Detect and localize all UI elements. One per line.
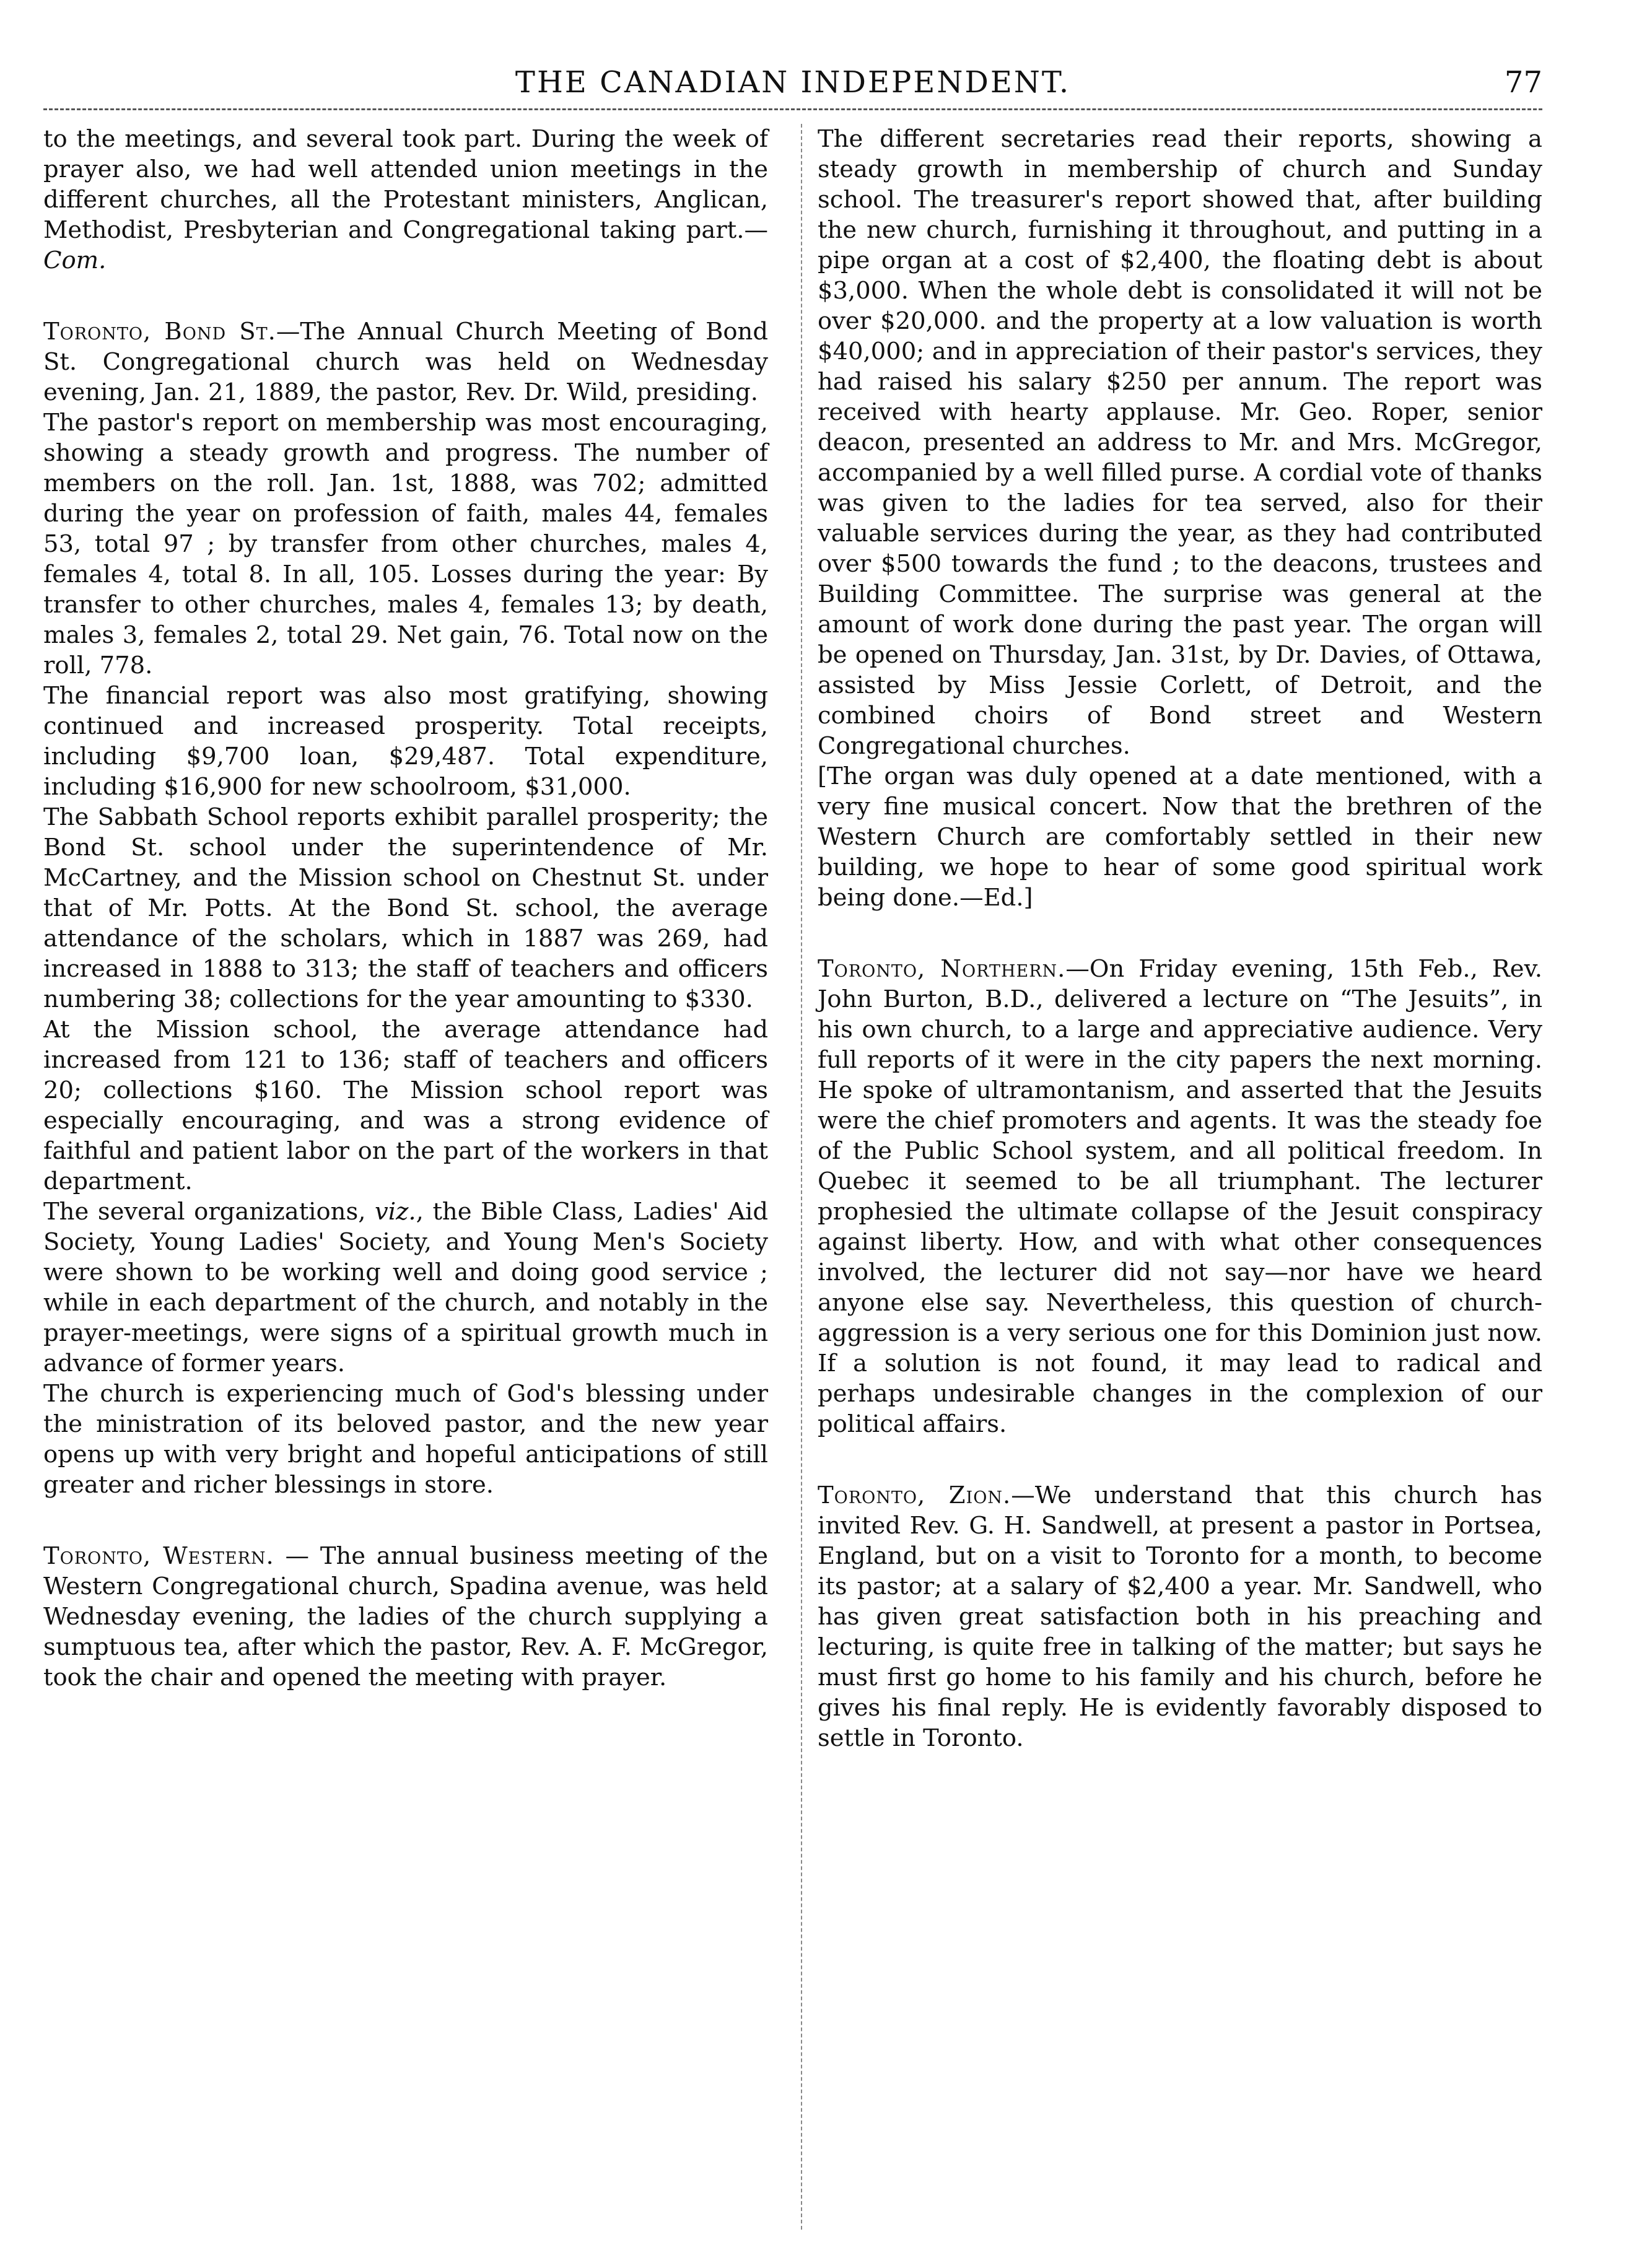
right-column <box>818 124 1542 1753</box>
article-northern <box>818 954 1542 1439</box>
article-text: —We understand that this church has invited Rev. G. H. Sandwell, at present a pastor in Portsea, England, but on a visit to Toronto for a month, to become its pastor; at a salary of $2,400 a year. Mr. Sandwell, who has given great satisfaction both in his preaching and lecturing, is quite free in talking of the matter; but says he must first go home to his family and his church, before he gives his final reply. He is evidently favorably disposed to settle in Toronto. <box>818 1481 1542 1752</box>
article-paragraph: The financial report was also most gratifying, showing continued and increased prosperity. Total receipts, including $9,700 loan, $29,487. Total expenditure, including $16,900 for new schoolroom, $31,000. <box>43 682 768 801</box>
article-heading: Toronto, Bond St. <box>43 318 276 346</box>
page-number: 77 <box>1504 65 1542 100</box>
article-paragraph: The Sabbath School reports exhibit parallel prosperity; the Bond St. school under the superintendence of Mr. McCartney, and the Mission school on Chestnut St. under that of Mr. Potts. At the Bond St. school, the average attendance of the scholars, which in 1887 was 269, had increased in 1888 to 313; the staff of teachers and officers numbering 38; collections for the year amounting to $330. <box>43 803 768 1013</box>
article-zion <box>818 1480 1542 1753</box>
article-paragraph: The church is experiencing much of God's blessing under the ministration of its beloved pastor, and the new year opens up with very bright and hopeful anticipations of still greater and richer blessings in store. <box>43 1380 768 1499</box>
editor-note: [The organ was duly opened at a date mentioned, with a very fine musical concert. Now that the brethren of the Western Church are comfortably settled in their new building, we hope to hear of some good spiritual work being done.—Ed.] <box>818 762 1542 912</box>
article-paragraph: The pastor's report on membership was most encouraging, showing a steady growth and progress. The number of members on the roll. Jan. 1st, 1888, was 702; admitted during the year on profession of faith, males 44, females 53, total 97 ; by transfer from other churches, males 4, females 4, total 8. In all, 105. Losses during the year: By transfer to other churches, males 4, females 13; by death, males 3, females 2, total 29. Net gain, 76. Total now on the roll, 778. <box>43 409 768 679</box>
left-column <box>43 124 768 1693</box>
article-text-italic: viz. <box>375 1198 416 1226</box>
article-paragraph <box>43 1197 768 1379</box>
article-signature: Com. <box>43 246 107 274</box>
article-paragraph: At the Mission school, the average attendance had increased from 121 to 136; staff of teachers and officers 20; collections $160. The Mission school report was especially encouraging, and was a strong evidence of faithful and patient labor on the part of the workers in that department. <box>43 1016 768 1195</box>
article-text: to the meetings, and several took part. During the week of prayer also, we had well attended union meetings in the different churches, all the Protestant ministers, Anglican, Methodist, Presbyterian and Congregational taking part.— <box>43 125 768 244</box>
article-heading: Toronto, Zion. <box>818 1481 1011 1509</box>
article-text: — The annual business meeting of the Western Congregational church, Spadina avenue, was held Wednesday evening, the ladies of the church supplying a sumptuous tea, after which the pastor, Rev. A. F. McGregor, took the chair and opened the meeting with prayer. <box>43 1542 768 1691</box>
article-paragraph: The different secretaries read their reports, showing a steady growth in membership of church and Sunday school. The treasurer's report showed that, after building the new church, furnishing it throughout, and putting in a pipe organ at a cost of $2,400, the floating debt is about $3,000. When the whole debt is consolidated it will not be over $20,000. and the property at a low valuation is worth $40,000; and in appreciation of their pastor's services, they had raised his salary $250 per annum. The report was received with hearty applause. Mr. Geo. Roper, senior deacon, presented an address to Mr. and Mrs. McGregor, accompanied by a well filled purse. A cordial vote of thanks was given to the ladies for tea served, also for their valuable services during the year, as they had contributed over $500 towards the fund ; to the deacons, trustees and Building Committee. The surprise was general at the amount of work done during the past year. The organ will be opened on Thursday, Jan. 31st, by Dr. Davies, of Ottawa, assisted by Miss Jessie Corlett, of Detroit, and the combined choirs of Bond street and Western Congregational churches. <box>818 125 1542 760</box>
page-header <box>43 65 1542 108</box>
article-text: The several organizations, <box>43 1198 375 1226</box>
article-text: —The Annual Church Meeting of Bond St. Congregational church was held on Wednesday evening, Jan. 21, 1889, the pastor, Rev. Dr. Wild, presiding. <box>43 318 768 406</box>
article-heading: Toronto, Northern. <box>818 955 1066 983</box>
article-text: —On Friday evening, 15th Feb., Rev. John Burton, B.D., delivered a lecture on “The Jesuits”, in his own church, to a large and appreciative audience. Very full reports of it were in the city papers the next morning. He spoke of ultramontanism, and asserted that the Jesuits were the chief promoters and agents. It was the steady foe of the Public School system, and all political freedom. In Quebec it seemed to be all triumphant. The lecturer prophesied the ultimate collapse of the Jesuit conspiracy against liberty. How, and with what other consequences involved, the lecturer did not say—nor have we heard anyone else say. Nevertheless, this question of church-aggression is a very serious one for this Dominion just now. If a solution is not found, it may lead to radical and perhaps undesirable changes in the complexion of our political affairs. <box>818 955 1542 1438</box>
running-title: THE CANADIAN INDEPENDENT. <box>515 65 1071 100</box>
header-rule <box>43 108 1542 110</box>
article-continuation <box>43 124 768 276</box>
article-heading: Toronto, Western. <box>43 1542 274 1570</box>
article-bond-st <box>43 316 768 408</box>
column-divider <box>801 124 802 2230</box>
article-western <box>43 1541 768 1693</box>
article-text: , the Bible Class, Ladies' Aid Society, Young Ladies' Society, and Young Men's Society were shown to be working well and doing good service ; while in each department of the church, and notably in the prayer-meetings, were signs of a spiritual growth much in advance of former years. <box>43 1198 768 1377</box>
